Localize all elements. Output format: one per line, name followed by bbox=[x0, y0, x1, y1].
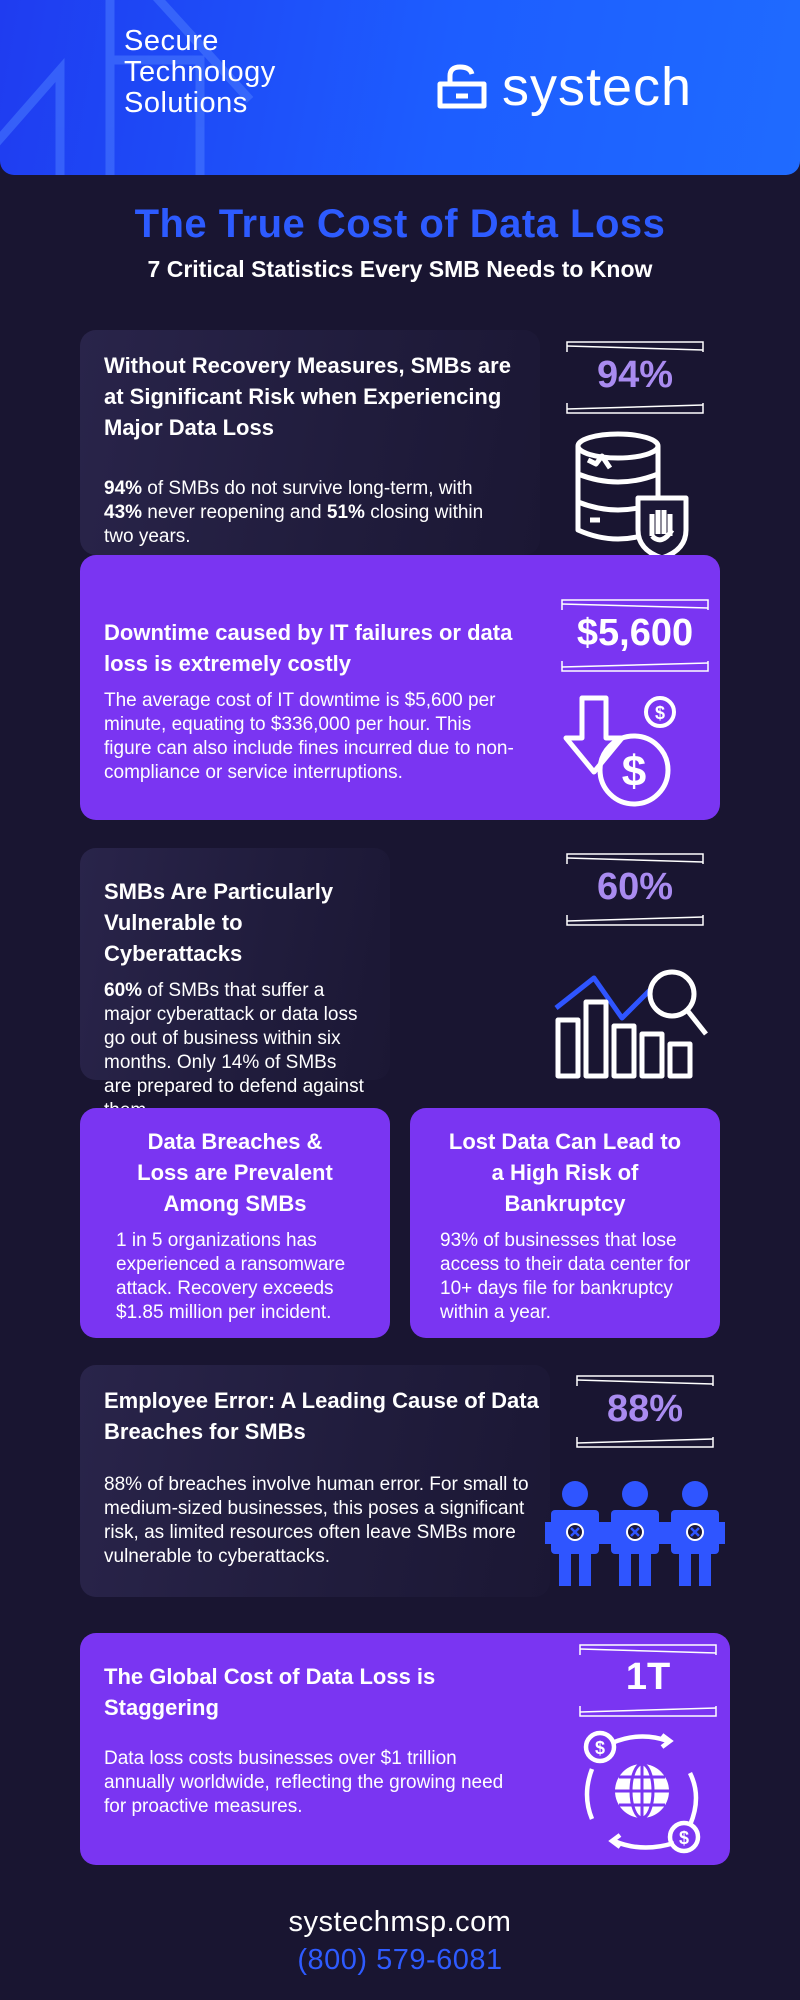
svg-text:$: $ bbox=[678, 1828, 690, 1848]
card-text: 88% of breaches involve human error. For small to medium-sized businesses, this poses a significant risk, as limited resources often leave SMBs more vulnerable to cyberattacks. bbox=[104, 1474, 529, 1567]
stat-card-cyberattacks bbox=[80, 848, 390, 1097]
stat-card-breaches bbox=[80, 1108, 390, 1338]
card-text: 93% of businesses that lose access to their data center for 10+ days file for bankruptcy within a year. bbox=[440, 1230, 691, 1323]
globe-money-icon bbox=[578, 1725, 708, 1857]
page-subtitle: 7 Critical Statistics Every SMB Needs to Know bbox=[147, 256, 653, 282]
svg-text:$: $ bbox=[621, 747, 647, 796]
stat-value: 60% bbox=[596, 866, 674, 908]
footer-website-link[interactable]: systechmsp.com bbox=[288, 1906, 512, 1938]
stat-value: 1T bbox=[625, 1656, 671, 1698]
card-title: Data Breaches & Loss are Prevalent Among SMBs bbox=[137, 1129, 333, 1216]
money-down-icon bbox=[560, 690, 680, 810]
card-title: Downtime caused by IT failures or data loss is extremely costly bbox=[104, 620, 513, 676]
card-text: 1 in 5 organizations has experienced a ransomware attack. Recovery exceeds $1.85 million per incident. bbox=[116, 1230, 346, 1323]
stat-value: 94% bbox=[596, 354, 674, 396]
header-tagline: Secure Technology Solutions bbox=[124, 25, 276, 119]
logo-text: systech bbox=[502, 57, 693, 117]
card-title: The Global Cost of Data Loss is Staggering bbox=[104, 1664, 436, 1720]
stat-card-recovery bbox=[80, 330, 540, 555]
svg-text:$: $ bbox=[654, 703, 666, 723]
stat-value: 88% bbox=[606, 1388, 684, 1430]
header-banner bbox=[0, 0, 800, 175]
open-lock-icon bbox=[436, 64, 488, 110]
svg-text:$: $ bbox=[594, 1738, 606, 1758]
stat-card-employee-error bbox=[80, 1365, 550, 1597]
card-title: Employee Error: A Leading Cause of Data Breaches for SMBs bbox=[104, 1388, 539, 1444]
card-title: Without Recovery Measures, SMBs are at Significant Risk when Experiencing Major Data Loss bbox=[104, 353, 511, 440]
card-text: The average cost of IT downtime is $5,600 per minute, equating to $336,000 per hour. This figure can also include fines incurred due to non-compliance or service interruptions. bbox=[104, 690, 514, 783]
systech-logo[interactable] bbox=[436, 52, 692, 122]
card-title: SMBs Are Particularly Vulnerable to Cyberattacks bbox=[104, 879, 334, 966]
chart-magnifier-icon bbox=[550, 948, 710, 1080]
people-error-icon bbox=[545, 1480, 725, 1590]
database-shield-icon bbox=[570, 430, 690, 560]
footer-phone-link[interactable]: (800) 579-6081 bbox=[297, 1944, 503, 1976]
stat-card-bankruptcy bbox=[410, 1108, 720, 1338]
card-text: 60% of SMBs that suffer a major cyberattack or data loss go out of business within six months. Only 14% of SMBs are prepared to defend against bbox=[104, 980, 364, 1097]
card-title: Lost Data Can Lead to a High Risk of Bankruptcy bbox=[448, 1129, 682, 1216]
card-text: 94% of SMBs do not survive long-term, with 43% never reopening and 51% closing within two years. bbox=[104, 478, 484, 547]
page-title: The True Cost of Data Loss bbox=[134, 202, 666, 246]
stat-value: $5,600 bbox=[576, 612, 694, 654]
card-text: Data loss costs businesses over $1 trillion annually worldwide, reflecting the growing need for proactive measures. bbox=[104, 1748, 504, 1817]
